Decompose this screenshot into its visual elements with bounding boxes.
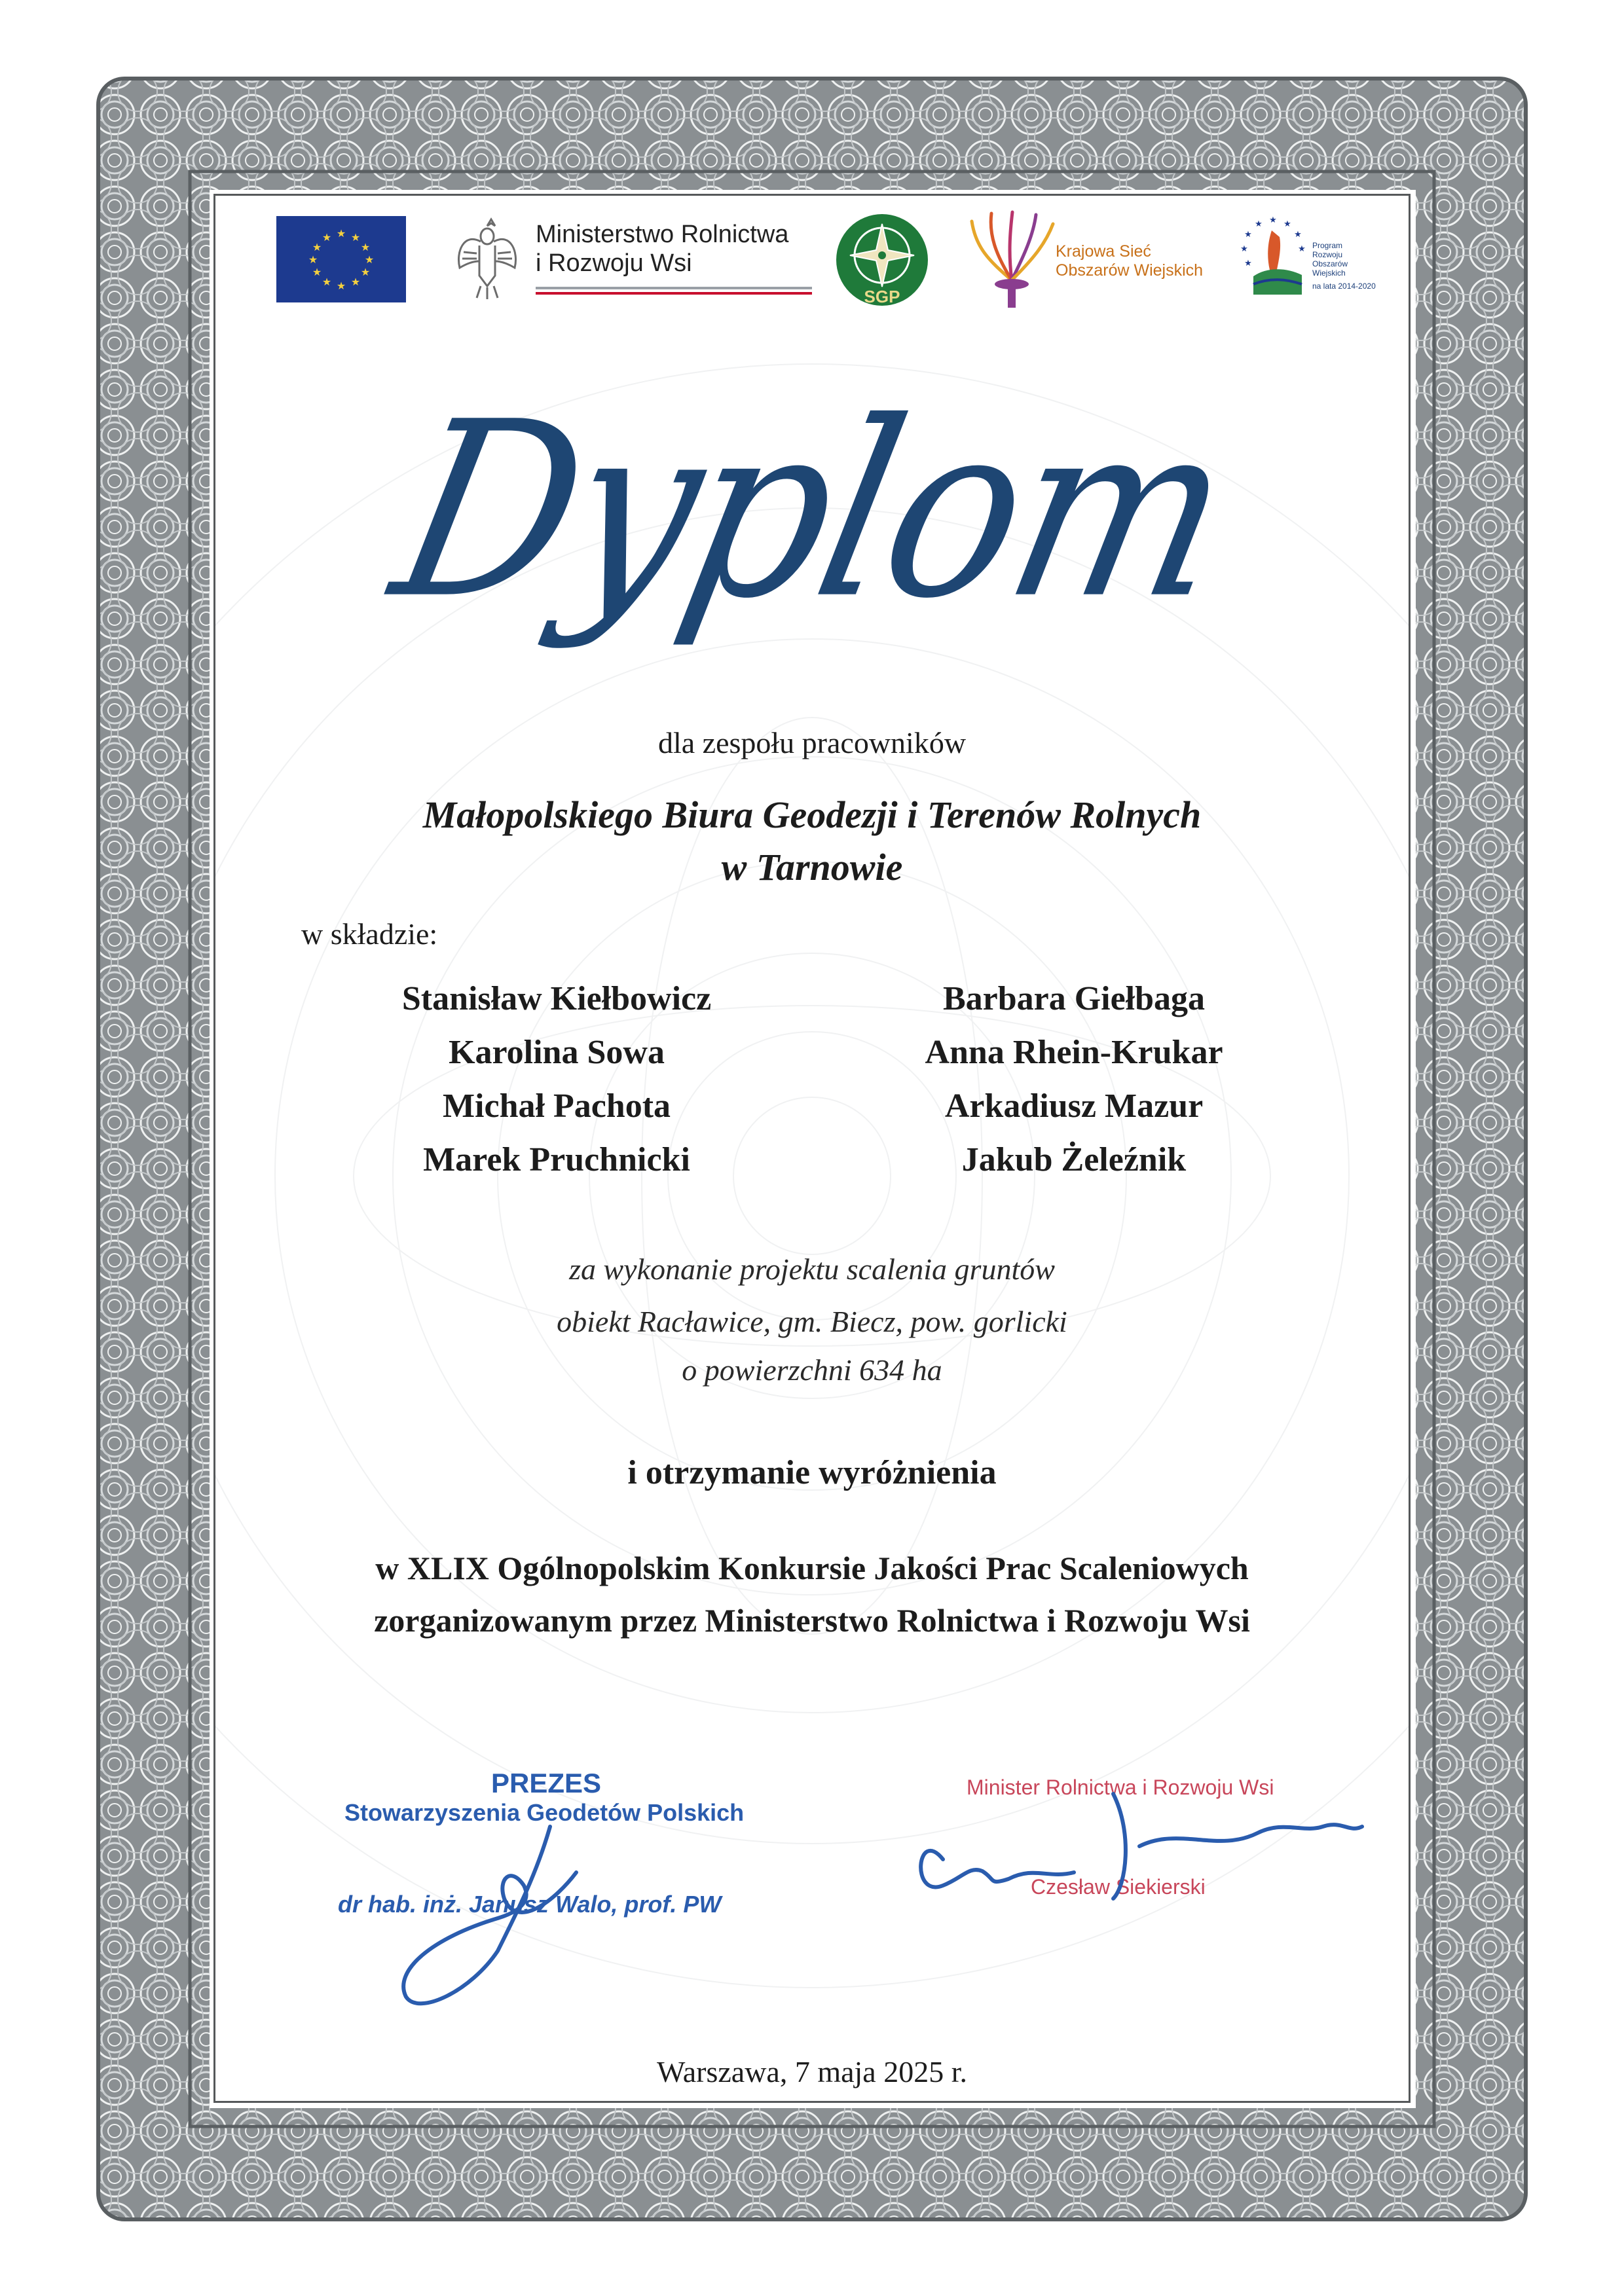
minister-stamp-role: Minister Rolnictwa i Rozwoju Wsi (967, 1776, 1274, 1799)
president-signature (403, 1827, 576, 2003)
sgp-badge-text: SGP (864, 287, 900, 306)
minister-signature (921, 1794, 1362, 1899)
organization-line2: w Tarnowie (721, 846, 903, 888)
svg-text:★: ★ (360, 241, 371, 253)
member-name: Jakub Żeleźnik (961, 1141, 1187, 1178)
svg-text:★: ★ (1255, 219, 1263, 229)
svg-text:★: ★ (1244, 259, 1252, 268)
competition-line2: zorganizowanym przez Ministerstwo Rolnictwa i Rozwoju Wsi (374, 1602, 1250, 1639)
diploma-title: Dyplom (375, 369, 1249, 652)
svg-text:★: ★ (1244, 230, 1252, 240)
president-stamp-title: PREZES (491, 1768, 602, 1798)
prow-name-line1: Program (1312, 241, 1343, 250)
president-stamp-organization: Stowarzyszenia Geodetów Polskich (344, 1799, 745, 1826)
svg-text:★: ★ (308, 253, 318, 266)
member-name: Stanisław Kiełbowicz (401, 980, 712, 1017)
member-name: Barbara Giełbaga (942, 980, 1206, 1017)
svg-text:★: ★ (1240, 244, 1248, 254)
ministry-name-line1: Ministerstwo Rolnictwa (536, 221, 789, 248)
prow-name-line3: Obszarów (1312, 259, 1348, 268)
project-line1: za wykonanie projektu scalenia gruntów (569, 1252, 1055, 1286)
svg-text:★: ★ (350, 231, 361, 244)
minister-stamp-name: Czesław Siekierski (1031, 1875, 1206, 1899)
president-stamp-name: dr hab. inż. Janusz Walo, prof. PW (338, 1891, 722, 1918)
prow-name-line4: Wiejskich (1312, 268, 1346, 278)
svg-text:★: ★ (312, 241, 322, 253)
svg-text:★: ★ (1298, 244, 1306, 254)
member-name: Karolina Sowa (449, 1034, 665, 1071)
svg-text:★: ★ (1283, 219, 1291, 229)
svg-text:★: ★ (322, 276, 332, 288)
svg-text:★: ★ (322, 231, 332, 244)
svg-text:★: ★ (364, 253, 375, 266)
member-name: Michał Pachota (442, 1087, 671, 1125)
ksow-name-line2: Obszarów Wiejskich (1056, 261, 1204, 280)
svg-text:★: ★ (360, 266, 371, 278)
subtitle: dla zespołu pracowników (657, 726, 967, 759)
ksow-name-line1: Krajowa Sieć (1056, 242, 1151, 261)
svg-text:★: ★ (336, 280, 346, 292)
competition-line1: w XLIX Ogólnopolskim Konkursie Jakości Prac Scaleniowych (375, 1550, 1249, 1586)
members-label: w składzie: (301, 917, 438, 951)
member-name: Marek Pruchnicki (423, 1141, 690, 1178)
prow-name-line2: Rozwoju (1312, 250, 1343, 259)
svg-text:★: ★ (1269, 215, 1277, 225)
project-line3: o powierzchni 634 ha (682, 1353, 942, 1387)
place-and-date: Warszawa, 7 maja 2025 r. (656, 2055, 967, 2088)
svg-text:★: ★ (350, 276, 361, 288)
svg-text:★: ★ (336, 227, 346, 240)
svg-text:★: ★ (1294, 230, 1302, 240)
project-line2: obiekt Racławice, gm. Biecz, pow. gorlicki (557, 1305, 1067, 1338)
award-line: i otrzymanie wyróżnienia (627, 1454, 997, 1491)
member-name: Arkadiusz Mazur (944, 1087, 1204, 1125)
ministry-name-line2: i Rozwoju Wsi (536, 249, 692, 277)
svg-text:★: ★ (312, 266, 322, 278)
prow-years: na lata 2014-2020 (1312, 282, 1376, 291)
organization-line1: Małopolskiego Biura Geodezji i Terenów Rolnych (422, 793, 1202, 836)
member-name: Anna Rhein-Krukar (925, 1034, 1223, 1071)
